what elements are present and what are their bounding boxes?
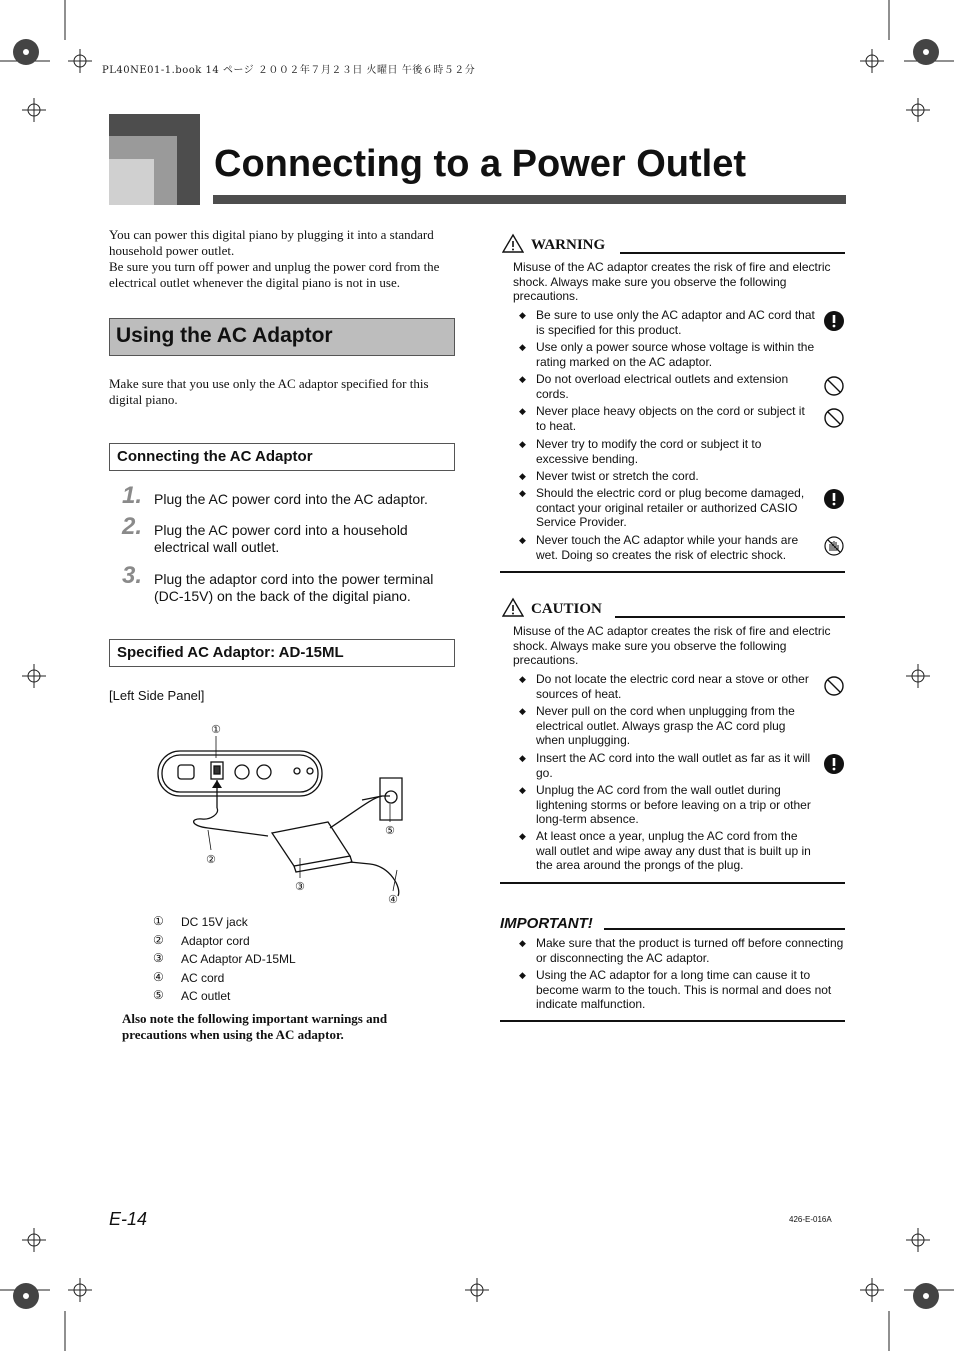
section-description: Make sure that you use only the AC adaptor specified for this digital piano. — [109, 376, 429, 407]
caution-heading: CAUTION — [531, 601, 602, 617]
bullet: ◆ — [519, 753, 526, 763]
warning-triangle-icon — [502, 233, 524, 253]
mandatory-icon — [824, 489, 844, 509]
bullet: ◆ — [519, 439, 526, 449]
warning-item: Never twist or stretch the cord. — [536, 469, 699, 483]
legend-number: ④ — [153, 970, 164, 984]
adaptor-connection-illustration — [150, 718, 450, 908]
step-text: Plug the AC power cord into the AC adaptor. — [154, 491, 428, 507]
warning-intro: Misuse of the AC adaptor creates the risk of fire and electric shock. Always make sure you observe the following precautions. — [513, 260, 831, 303]
important-item: Make sure that the product is turned off before connecting or disconnecting the AC adaptor. — [536, 936, 844, 965]
bullet: ◆ — [519, 488, 526, 498]
precaution-note: Also note the following important warnings and precautions when using the AC adaptor. — [122, 1011, 388, 1042]
important-heading-rule — [604, 928, 845, 930]
legend-number: ① — [153, 914, 164, 928]
panel-label: [Left Side Panel] — [109, 688, 205, 703]
warning-item: Use only a power source whose voltage is within the rating marked on the AC adaptor. — [536, 340, 815, 369]
bullet: ◆ — [519, 310, 526, 320]
bullet: ◆ — [519, 970, 526, 980]
title-decoration — [109, 159, 154, 205]
legend-number: ② — [153, 933, 164, 947]
subheading-connecting: Connecting the AC Adaptor — [117, 448, 313, 465]
step-number: 2. — [122, 513, 143, 540]
page-number: E-14 — [109, 1209, 148, 1229]
step-number: 1. — [122, 482, 143, 509]
caution-triangle-icon — [502, 597, 524, 617]
bullet: ◆ — [519, 342, 526, 352]
warning-heading: WARNING — [531, 237, 606, 253]
bullet: ◆ — [519, 785, 526, 795]
page-title: Connecting to a Power Outlet — [214, 143, 747, 185]
warning-item: Should the electric cord or plug become damaged, contact your original retailer or authorized CASIO Service Provider. — [536, 486, 805, 529]
legend-label: AC outlet — [181, 989, 231, 1003]
prohibited-icon — [824, 676, 844, 696]
bullet: ◆ — [519, 938, 526, 948]
warning-item: Never place heavy objects on the cord or subject it to heat. — [536, 404, 805, 433]
bullet: ◆ — [519, 406, 526, 416]
bullet: ◆ — [519, 374, 526, 384]
caution-item: Insert the AC cord into the wall outlet as far as it will go. — [536, 751, 811, 780]
prohibited-icon — [824, 408, 844, 428]
caution-box-bottom-rule — [500, 882, 845, 884]
legend-number: ⑤ — [153, 988, 164, 1002]
callout-1: ① — [211, 723, 221, 736]
prohibited-icon — [824, 376, 844, 396]
important-item: Using the AC adaptor for a long time can cause it to become warm to the touch. This is normal and does not indicate malfunction. — [536, 968, 832, 1011]
callout-3: ③ — [295, 880, 305, 893]
important-box-bottom-rule — [500, 1020, 845, 1022]
mandatory-icon — [824, 754, 844, 774]
step-number: 3. — [122, 562, 143, 589]
section-title: Using the AC Adaptor — [116, 324, 333, 347]
callout-2: ② — [206, 853, 216, 866]
subheading-specified: Specified AC Adaptor: AD-15ML — [117, 644, 344, 661]
caution-intro: Misuse of the AC adaptor creates the risk of fire and electric shock. Always make sure you observe the following precautions. — [513, 624, 831, 667]
bullet: ◆ — [519, 535, 526, 545]
legend-label: DC 15V jack — [181, 915, 248, 929]
warning-item: Be sure to use only the AC adaptor and AC cord that is specified for this product. — [536, 308, 815, 337]
mandatory-icon — [824, 311, 844, 331]
caution-item: Never pull on the cord when unplugging from the electrical outlet. Always grasp the AC cord plug when unplugging. — [536, 704, 795, 747]
warning-heading-rule — [620, 252, 845, 254]
bullet: ◆ — [519, 831, 526, 841]
printer-header: PL40NE01-1.book 14 ページ ２００２年７月２３日 火曜日 午後６時５２分 — [102, 65, 476, 76]
warning-item: Never try to modify the cord or subject it to excessive bending. — [536, 437, 762, 466]
legend-number: ③ — [153, 951, 164, 965]
title-rule — [213, 195, 846, 204]
no-wet-hands-icon — [824, 536, 844, 556]
bullet: ◆ — [519, 706, 526, 716]
legend-label: AC Adaptor AD-15ML — [181, 952, 296, 966]
legend-label: AC cord — [181, 971, 225, 985]
step-text: Plug the AC power cord into a household electrical wall outlet. — [154, 522, 408, 555]
document-code: 426-E-016A — [789, 1215, 832, 1224]
caution-item: At least once a year, unplug the AC cord from the wall outlet and wipe away any dust that is built up in the area around the prongs of the plug. — [536, 829, 811, 872]
caution-item: Do not locate the electric cord near a stove or other sources of heat. — [536, 672, 809, 701]
step-text: Plug the adaptor cord into the power terminal (DC-15V) on the back of the digital piano. — [154, 571, 434, 604]
caution-item: Unplug the AC cord from the wall outlet during lightening storms or before leaving on a trip or other long-term absence. — [536, 783, 811, 826]
warning-box-bottom-rule — [500, 571, 845, 573]
caution-heading-rule — [615, 616, 845, 618]
callout-4: ④ — [388, 893, 398, 906]
warning-item: Do not overload electrical outlets and extension cords. — [536, 372, 789, 401]
warning-item: Never touch the AC adaptor while your hands are wet. Doing so creates the risk of electric shock. — [536, 533, 799, 562]
bullet: ◆ — [519, 471, 526, 481]
important-heading: IMPORTANT! — [500, 915, 593, 932]
intro-text: You can power this digital piano by plugging it into a standard household power outlet. Be sure you turn off power and unplug the power cord from the electrical outlet whenever the digital piano is not in use. — [109, 227, 440, 290]
legend-label: Adaptor cord — [181, 934, 250, 948]
bullet: ◆ — [519, 674, 526, 684]
callout-5: ⑤ — [385, 824, 395, 837]
